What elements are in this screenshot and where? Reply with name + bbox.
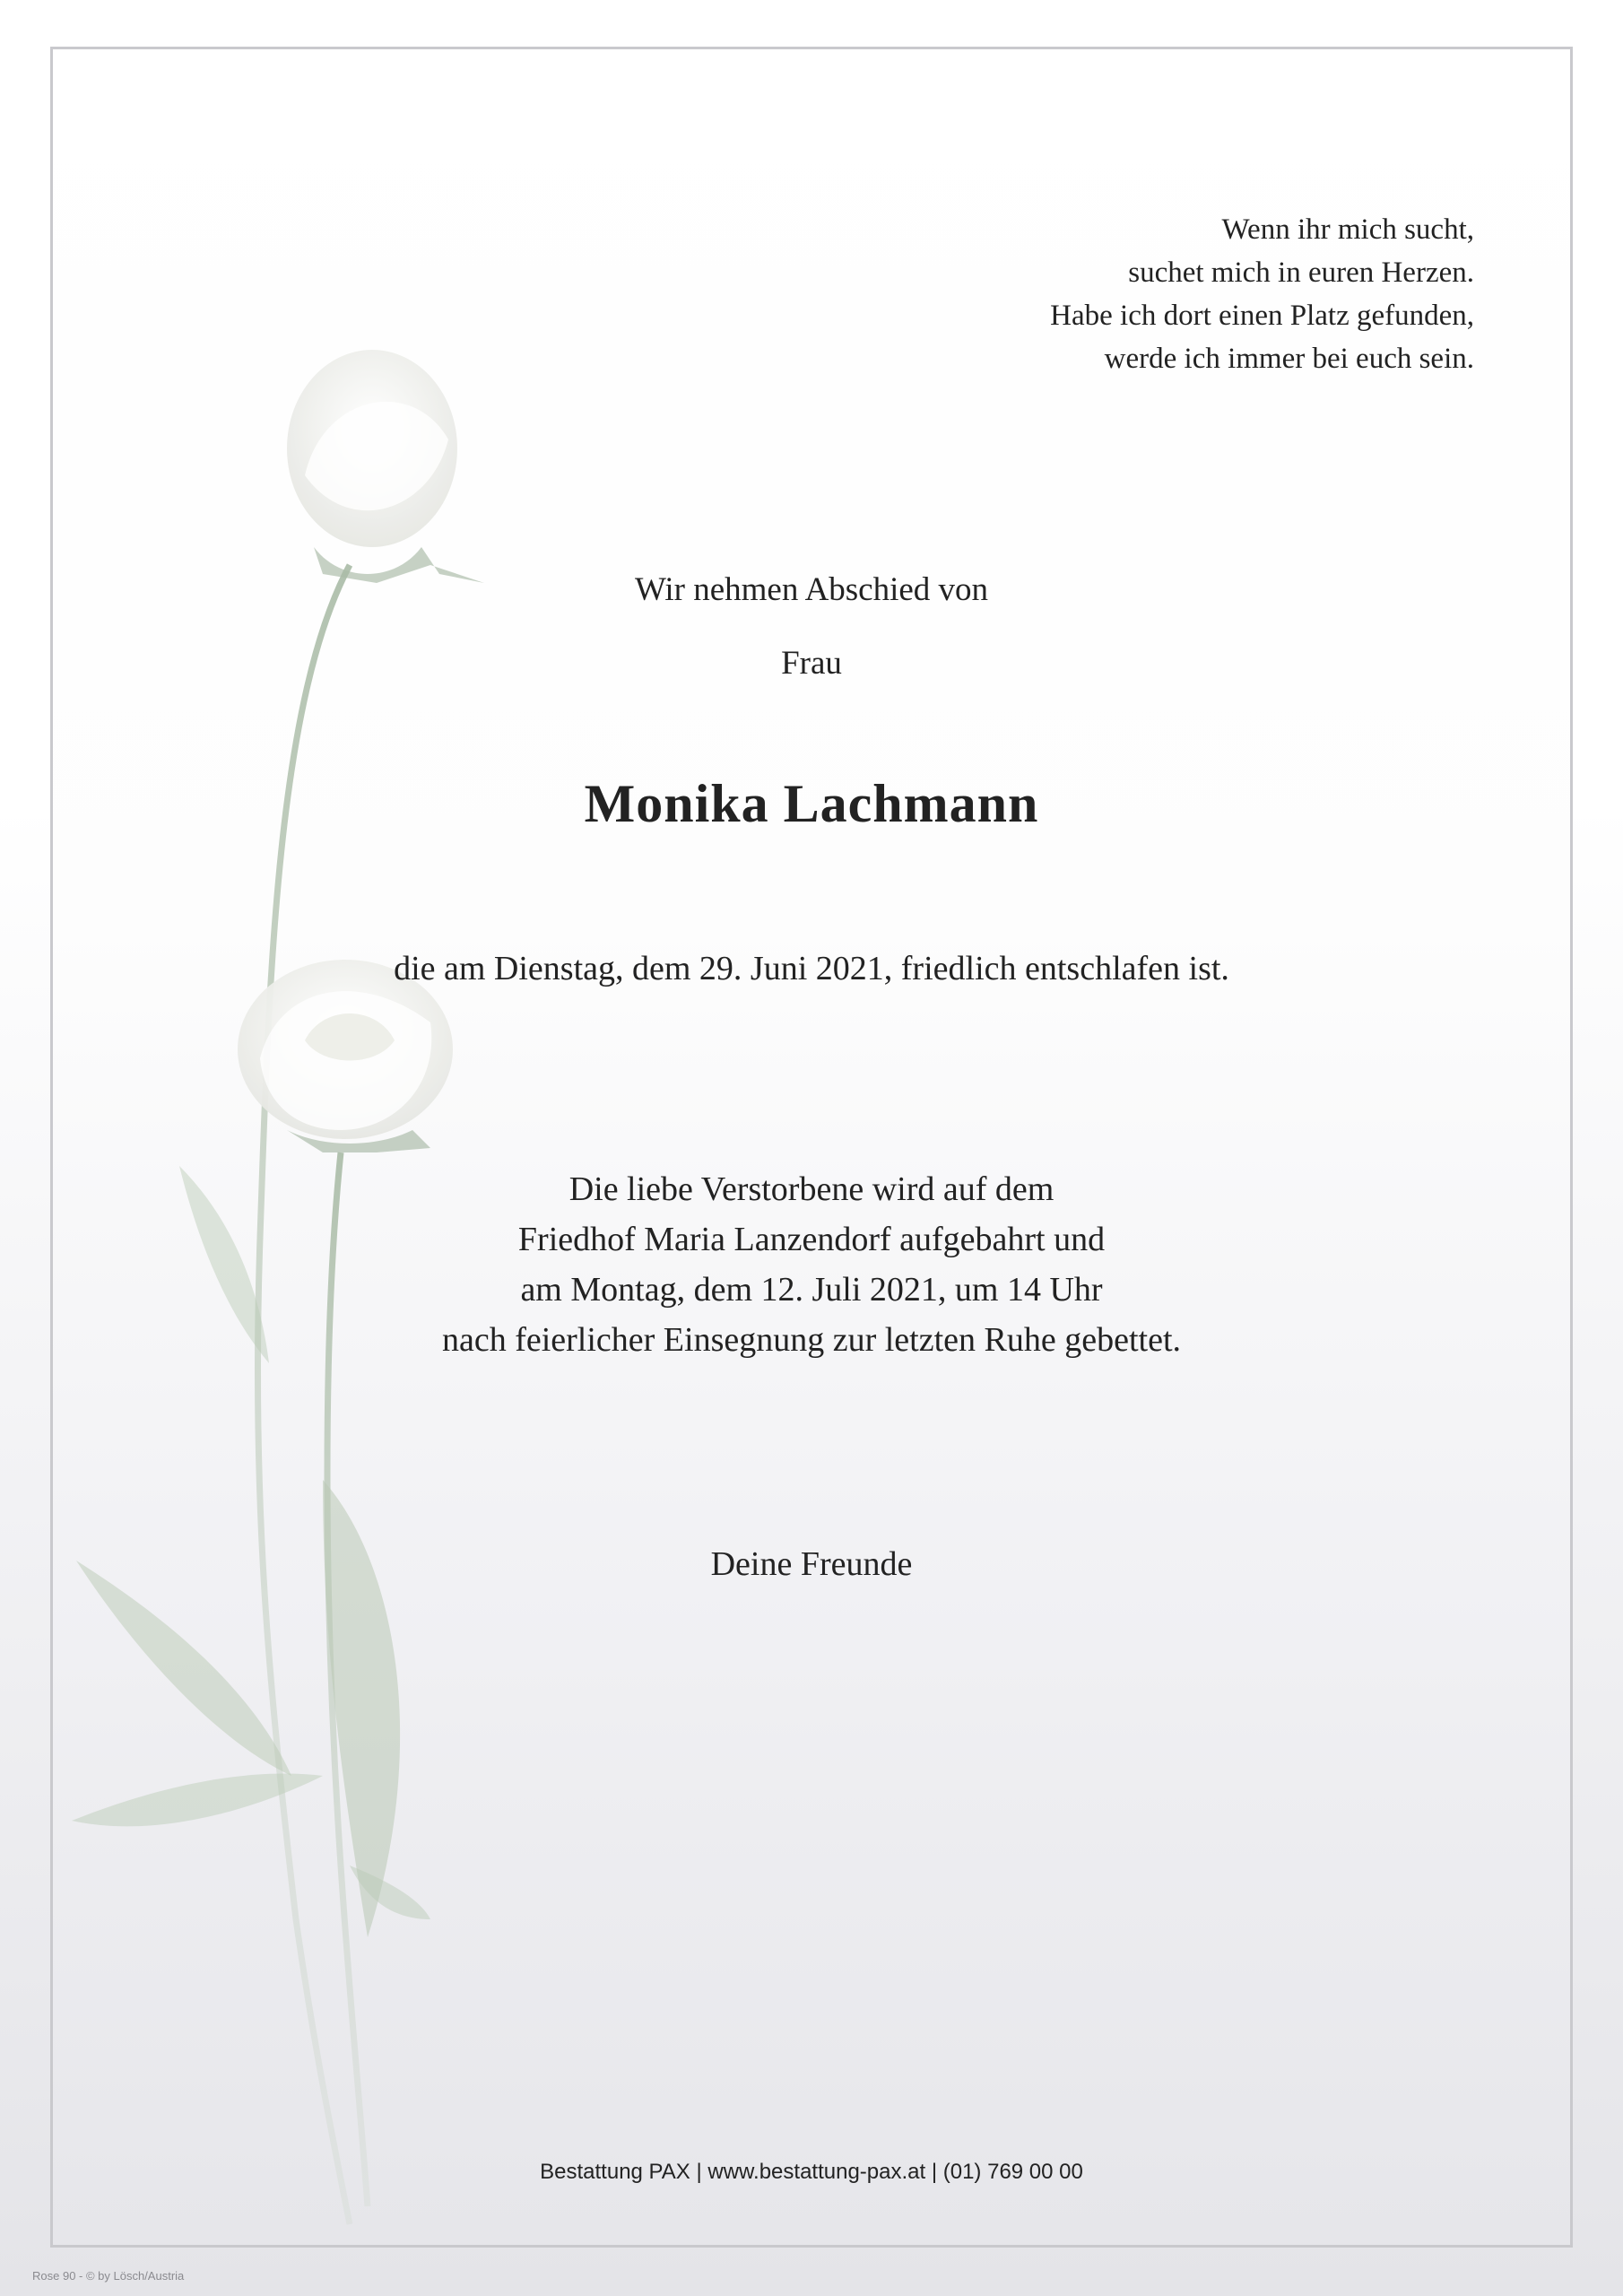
memorial-poem: [846, 208, 1474, 380]
funeral-line: nach feierlicher Einsegnung zur letzten Ruhe gebettet.: [441, 1321, 1182, 1359]
poem-line: werde ich immer bei euch sein.: [1104, 343, 1474, 375]
funeral-line: Friedhof Maria Lanzendorf aufgebahrt und: [517, 1221, 1106, 1258]
deceased-name: Monika Lachmann: [584, 774, 1039, 833]
signature: Deine Freunde: [710, 1545, 913, 1583]
funeral-home-footer: Bestattung PAX | www.bestattung-pax.at | (01) 769 00 00: [540, 2160, 1083, 2184]
farewell-intro: Wir nehmen Abschied von: [634, 571, 989, 608]
image-credit: Rose 90 - © by Lösch/Austria: [32, 2269, 185, 2283]
poem-line: suchet mich in euren Herzen.: [1128, 257, 1474, 289]
funeral-line: Die liebe Verstorbene wird auf dem: [568, 1170, 1055, 1208]
leaf: [76, 1561, 291, 1776]
poem-line: Wenn ihr mich sucht,: [1221, 213, 1474, 246]
funeral-details: [0, 1164, 1623, 1365]
poem-line: Habe ich dort einen Platz gefunden,: [1050, 300, 1474, 332]
death-date-line: die am Dienstag, dem 29. Juni 2021, friedlich entschlafen ist.: [394, 950, 1229, 987]
rose-bud-top: [287, 350, 484, 583]
funeral-line: am Montag, dem 12. Juli 2021, um 14 Uhr: [520, 1271, 1103, 1309]
salutation: Frau: [781, 645, 842, 682]
rose-bloom-lower: [238, 960, 453, 1152]
